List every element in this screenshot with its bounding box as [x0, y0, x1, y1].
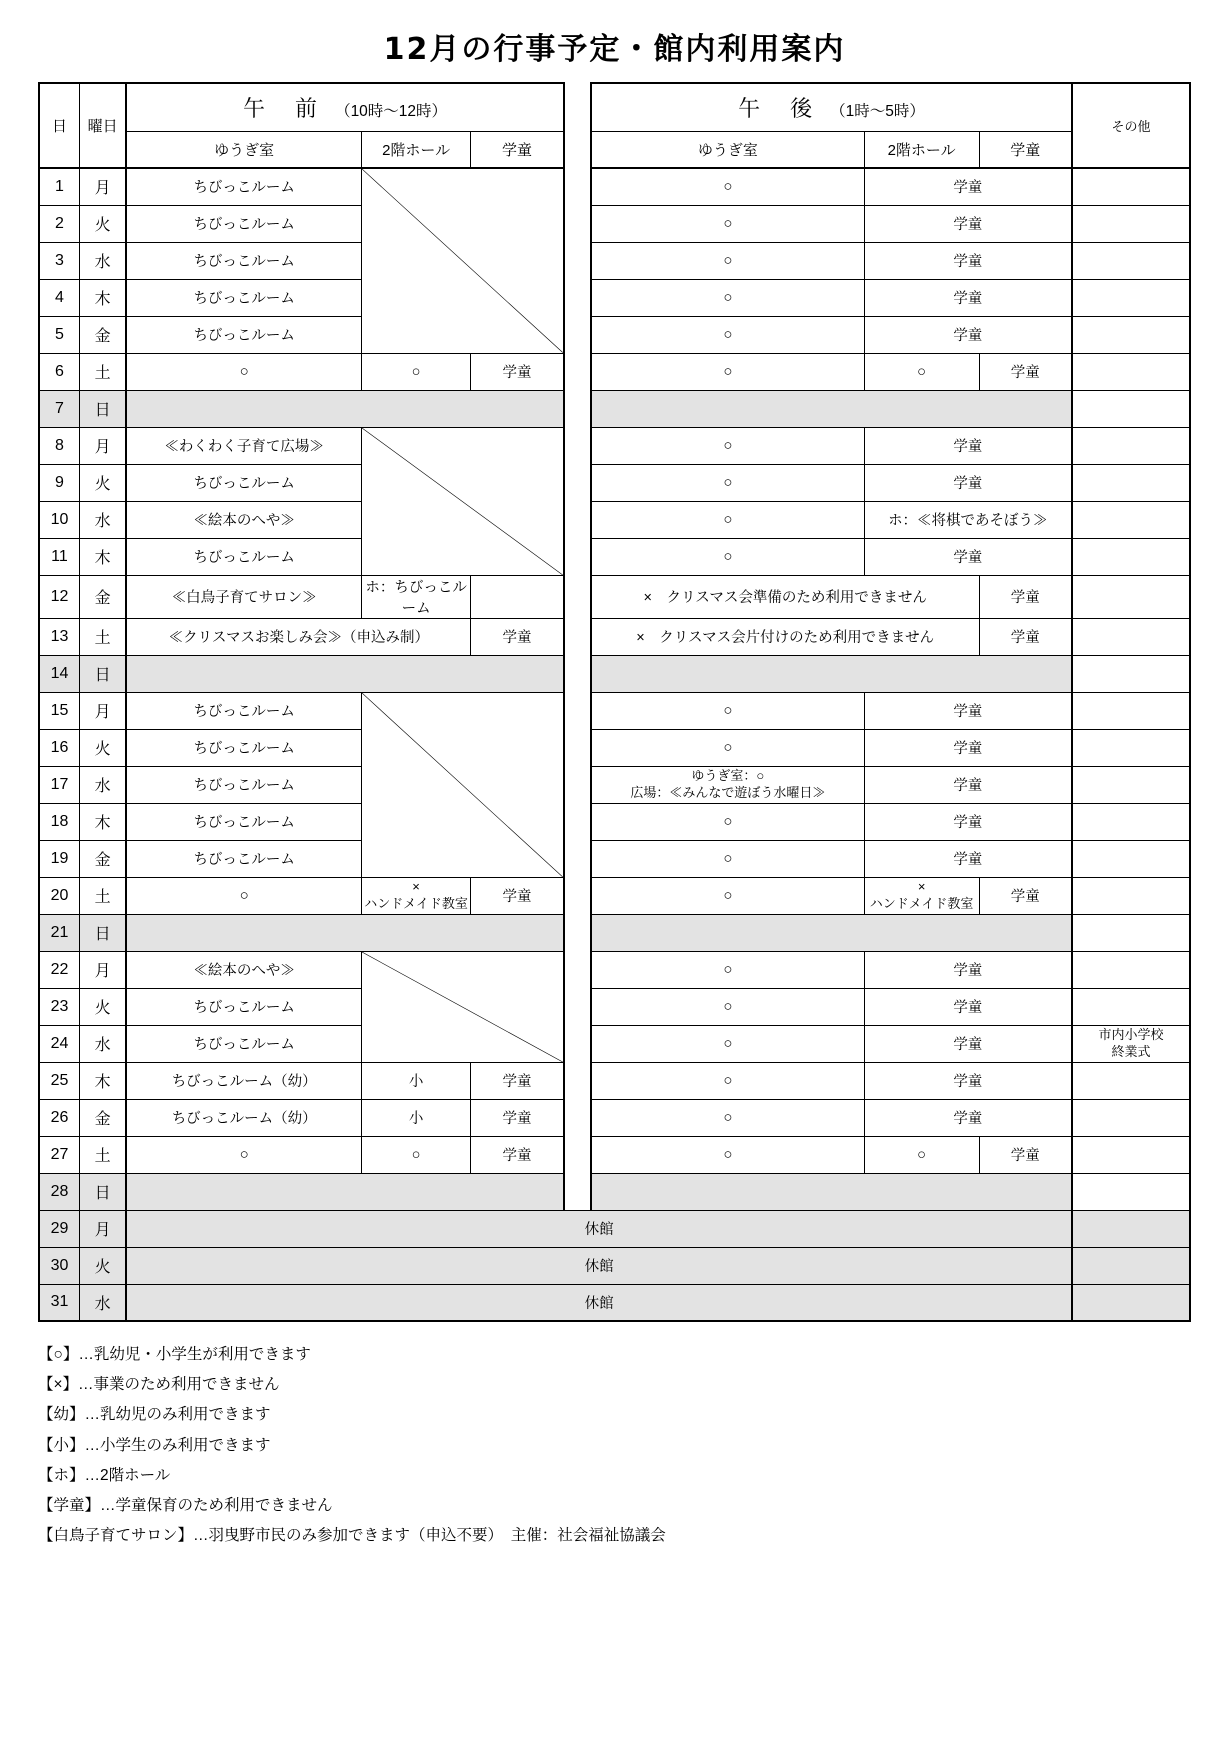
cell-am-closed	[126, 1173, 563, 1210]
cell-other	[1072, 988, 1190, 1025]
schedule-table	[38, 82, 1191, 1322]
cell-other	[1072, 1136, 1190, 1173]
cell-day: 22	[39, 951, 79, 988]
cell-am-yugi: ちびっこルーム（幼）	[126, 1099, 361, 1136]
cell-dow: 木	[79, 279, 126, 316]
cell-pm-closed	[591, 1173, 1072, 1210]
cell-other	[1072, 390, 1190, 427]
header-am-hall: 2階ホール	[361, 131, 470, 168]
cell-pm-gakudo: 学童	[979, 1136, 1072, 1173]
cell-am-gakudo: 学童	[471, 1099, 564, 1136]
cell-day: 29	[39, 1210, 79, 1247]
cell-other	[1072, 279, 1190, 316]
cell-pm-closed	[591, 390, 1072, 427]
cell-am-yugi: ちびっこルーム	[126, 464, 361, 501]
cell-other	[1072, 205, 1190, 242]
cell-pm-hall: 学童	[864, 766, 1072, 803]
column-gap	[564, 692, 591, 729]
cell-pm-yugi: ○	[591, 877, 864, 914]
column-gap	[564, 575, 591, 618]
cell-am-yugi: ○	[126, 1136, 361, 1173]
cell-other: 市内小学校 終業式	[1072, 1025, 1190, 1062]
cell-other	[1072, 951, 1190, 988]
cell-dow: 木	[79, 1062, 126, 1099]
cell-am-yugi: ≪クリスマスお楽しみ会≫（申込み制）	[126, 618, 470, 655]
cell-pm-hall: 学童	[864, 168, 1072, 205]
cell-dow: 火	[79, 205, 126, 242]
cell-pm-hall: 学童	[864, 464, 1072, 501]
legend-item: 【×】…事業のため利用できません	[38, 1376, 280, 1394]
table-row	[39, 1247, 1190, 1284]
cell-pm-hall: 学童	[864, 279, 1072, 316]
cell-pm-hall: 学童	[864, 951, 1072, 988]
cell-pm-yugi: ○	[591, 1099, 864, 1136]
cell-dow: 土	[79, 877, 126, 914]
cell-am-yugi: ちびっこルーム	[126, 988, 361, 1025]
cell-other	[1072, 1173, 1190, 1210]
cell-day: 21	[39, 914, 79, 951]
cell-day: 31	[39, 1284, 79, 1321]
cell-other	[1072, 1210, 1190, 1247]
cell-pm-hall: × ハンドメイド教室	[864, 877, 979, 914]
cell-pm-hall: 学童	[864, 692, 1072, 729]
cell-pm-yugi: ○	[591, 279, 864, 316]
cell-day: 9	[39, 464, 79, 501]
cell-day: 26	[39, 1099, 79, 1136]
header-pm-yugi: ゆうぎ室	[591, 131, 864, 168]
cell-am-yugi: ○	[126, 877, 361, 914]
cell-day: 14	[39, 655, 79, 692]
cell-dow: 金	[79, 1099, 126, 1136]
cell-other	[1072, 803, 1190, 840]
table-row	[39, 951, 1190, 988]
header-am-gakudo: 学童	[471, 131, 564, 168]
cell-other	[1072, 840, 1190, 877]
cell-am-yugi: ≪わくわく子育て広場≫	[126, 427, 361, 464]
legend-item: 【ホ】…2階ホール	[38, 1466, 171, 1484]
header-pm-gakudo: 学童	[979, 131, 1072, 168]
cell-pm-hall: 学童	[864, 427, 1072, 464]
cell-pm-yugi: ○	[591, 538, 864, 575]
cell-am-yugi: ちびっこルーム	[126, 279, 361, 316]
cell-dow: 土	[79, 1136, 126, 1173]
cell-closed: 休館	[126, 1284, 1071, 1321]
column-gap	[564, 501, 591, 538]
cell-am-gakudo: 学童	[471, 1136, 564, 1173]
cell-pm-hall: 学童	[864, 1099, 1072, 1136]
cell-am-hall: × ハンドメイド教室	[361, 877, 470, 914]
table-row	[39, 168, 1190, 205]
cell-pm-hall: 学童	[864, 1062, 1072, 1099]
cell-pm-yugi: ○	[591, 353, 864, 390]
cell-other	[1072, 655, 1190, 692]
cell-day: 20	[39, 877, 79, 914]
cell-pm-yugi: ○	[591, 1062, 864, 1099]
cell-pm-yugi: ゆうぎ室：○ 広場：≪みんなで遊ぼう水曜日≫	[591, 766, 864, 803]
cell-day: 17	[39, 766, 79, 803]
cell-pm-yugi: ○	[591, 692, 864, 729]
table-header	[39, 83, 1190, 168]
table-row	[39, 353, 1190, 390]
column-gap	[564, 279, 591, 316]
table-row	[39, 427, 1190, 464]
cell-am-hall: ○	[361, 353, 470, 390]
table-row	[39, 877, 1190, 914]
cell-pm-hall: 学童	[864, 840, 1072, 877]
column-gap	[564, 316, 591, 353]
cell-dow: 金	[79, 840, 126, 877]
column-gap	[564, 729, 591, 766]
cell-am-yugi: ちびっこルーム（幼）	[126, 1062, 361, 1099]
cell-other	[1072, 618, 1190, 655]
header-day: 日	[39, 83, 79, 168]
cell-dow: 金	[79, 575, 126, 618]
cell-day: 16	[39, 729, 79, 766]
cell-other	[1072, 242, 1190, 279]
cell-other	[1072, 501, 1190, 538]
column-gap	[564, 464, 591, 501]
cell-dow: 土	[79, 618, 126, 655]
cell-pm-hall: 学童	[864, 538, 1072, 575]
cell-pm-hall: 学童	[864, 988, 1072, 1025]
cell-pm-yugi: × クリスマス会準備のため利用できません	[591, 575, 979, 618]
cell-am-yugi: ちびっこルーム	[126, 692, 361, 729]
cell-am-yugi: ちびっこルーム	[126, 205, 361, 242]
cell-day: 4	[39, 279, 79, 316]
cell-other	[1072, 692, 1190, 729]
table-row	[39, 316, 1190, 353]
table-row	[39, 575, 1190, 618]
cell-day: 1	[39, 168, 79, 205]
column-gap	[564, 803, 591, 840]
cell-am-gakudo	[471, 575, 564, 618]
cell-dow: 日	[79, 655, 126, 692]
cell-day: 5	[39, 316, 79, 353]
legend-list	[0, 1322, 1229, 1552]
cell-day: 23	[39, 988, 79, 1025]
cell-am-yugi: ちびっこルーム	[126, 729, 361, 766]
column-gap	[564, 1099, 591, 1136]
table-row	[39, 501, 1190, 538]
cell-pm-closed	[591, 914, 1072, 951]
cell-dow: 月	[79, 951, 126, 988]
column-gap	[564, 390, 591, 427]
cell-other	[1072, 1062, 1190, 1099]
cell-day: 24	[39, 1025, 79, 1062]
cell-pm-yugi: ○	[591, 205, 864, 242]
cell-am-yugi: ちびっこルーム	[126, 242, 361, 279]
cell-dow: 日	[79, 390, 126, 427]
table-row	[39, 655, 1190, 692]
cell-day: 12	[39, 575, 79, 618]
header-am-yugi: ゆうぎ室	[126, 131, 361, 168]
legend-item: 【○】…乳幼児・小学生が利用できます	[38, 1346, 311, 1363]
cell-pm-hall: 学童	[864, 205, 1072, 242]
column-gap	[564, 1025, 591, 1062]
header-afternoon	[591, 83, 1072, 131]
cell-am-unavailable-diagonal	[361, 692, 563, 877]
cell-am-gakudo: 学童	[471, 877, 564, 914]
cell-other	[1072, 464, 1190, 501]
schedule-table-wrap	[0, 82, 1229, 1322]
header-morning	[126, 83, 563, 131]
cell-dow: 水	[79, 242, 126, 279]
cell-dow: 土	[79, 353, 126, 390]
cell-dow: 月	[79, 168, 126, 205]
cell-am-unavailable-diagonal	[361, 168, 563, 353]
column-gap	[564, 168, 591, 205]
table-row	[39, 840, 1190, 877]
table-row	[39, 988, 1190, 1025]
table-row	[39, 538, 1190, 575]
cell-pm-yugi: ○	[591, 316, 864, 353]
cell-other	[1072, 1284, 1190, 1321]
cell-am-closed	[126, 390, 563, 427]
table-row	[39, 1210, 1190, 1247]
cell-dow: 水	[79, 766, 126, 803]
cell-am-yugi: ≪絵本のへや≫	[126, 501, 361, 538]
cell-other	[1072, 353, 1190, 390]
cell-day: 3	[39, 242, 79, 279]
cell-am-unavailable-diagonal	[361, 951, 563, 1062]
cell-pm-yugi: ○	[591, 840, 864, 877]
cell-am-yugi: ちびっこルーム	[126, 803, 361, 840]
cell-pm-gakudo: 学童	[979, 877, 1072, 914]
cell-pm-yugi: ○	[591, 1025, 864, 1062]
cell-am-unavailable-diagonal	[361, 427, 563, 575]
cell-other	[1072, 538, 1190, 575]
cell-am-hall: 小	[361, 1062, 470, 1099]
cell-other	[1072, 766, 1190, 803]
cell-dow: 木	[79, 803, 126, 840]
cell-dow: 火	[79, 988, 126, 1025]
cell-am-yugi: ちびっこルーム	[126, 168, 361, 205]
cell-pm-yugi: ○	[591, 729, 864, 766]
cell-dow: 火	[79, 1247, 126, 1284]
cell-am-yugi: ちびっこルーム	[126, 1025, 361, 1062]
column-gap	[564, 1062, 591, 1099]
cell-pm-yugi: ○	[591, 501, 864, 538]
cell-pm-yugi: ○	[591, 242, 864, 279]
legend-item: 【学童】…学童保育のため利用できません	[38, 1497, 333, 1515]
column-gap	[564, 242, 591, 279]
table-body	[39, 168, 1190, 1321]
column-gap	[564, 538, 591, 575]
cell-am-hall: ○	[361, 1136, 470, 1173]
cell-pm-hall: ○	[864, 1136, 979, 1173]
table-row	[39, 618, 1190, 655]
table-row	[39, 803, 1190, 840]
table-row	[39, 692, 1190, 729]
column-gap	[564, 988, 591, 1025]
cell-closed: 休館	[126, 1247, 1071, 1284]
table-row	[39, 464, 1190, 501]
cell-day: 10	[39, 501, 79, 538]
cell-pm-yugi: ○	[591, 988, 864, 1025]
cell-am-yugi: ちびっこルーム	[126, 538, 361, 575]
cell-day: 18	[39, 803, 79, 840]
cell-am-gakudo: 学童	[471, 1062, 564, 1099]
table-row	[39, 1136, 1190, 1173]
cell-am-yugi: ちびっこルーム	[126, 766, 361, 803]
cell-pm-hall: 学童	[864, 803, 1072, 840]
cell-am-hall: 小	[361, 1099, 470, 1136]
cell-pm-hall: 学童	[864, 1025, 1072, 1062]
cell-dow: 月	[79, 427, 126, 464]
cell-day: 8	[39, 427, 79, 464]
column-gap	[564, 914, 591, 951]
legend-item: 【白鳥子育てサロン】…羽曳野市民のみ参加できます（申込不要） 主催：社会福祉協議会	[38, 1527, 666, 1545]
cell-pm-yugi: ○	[591, 803, 864, 840]
column-gap	[564, 353, 591, 390]
cell-day: 30	[39, 1247, 79, 1284]
cell-am-yugi: ≪白鳥子育てサロン≫	[126, 575, 361, 618]
cell-am-gakudo: 学童	[471, 353, 564, 390]
cell-other	[1072, 427, 1190, 464]
column-gap	[564, 427, 591, 464]
cell-other	[1072, 877, 1190, 914]
cell-am-gakudo: 学童	[471, 618, 564, 655]
header-afternoon-label: 午 後	[738, 96, 817, 122]
legend-item: 【小】…小学生のみ利用できます	[38, 1436, 271, 1454]
table-row	[39, 766, 1190, 803]
cell-dow: 水	[79, 1284, 126, 1321]
table-row	[39, 1173, 1190, 1210]
legend-item: 【幼】…乳幼児のみ利用できます	[38, 1406, 271, 1424]
table-row	[39, 1099, 1190, 1136]
cell-other	[1072, 914, 1190, 951]
cell-am-hall: ホ：ちびっこルーム	[361, 575, 470, 618]
cell-dow: 金	[79, 316, 126, 353]
table-row	[39, 1025, 1190, 1062]
cell-pm-gakudo: 学童	[979, 353, 1072, 390]
cell-pm-yugi: ○	[591, 1136, 864, 1173]
cell-pm-hall: 学童	[864, 242, 1072, 279]
cell-other	[1072, 168, 1190, 205]
table-row	[39, 1284, 1190, 1321]
cell-day: 13	[39, 618, 79, 655]
cell-pm-yugi: ○	[591, 951, 864, 988]
cell-dow: 火	[79, 464, 126, 501]
cell-am-yugi: ちびっこルーム	[126, 840, 361, 877]
header-morning-time: （10時～12時）	[335, 102, 448, 120]
column-gap	[564, 1173, 591, 1210]
cell-other	[1072, 1247, 1190, 1284]
cell-pm-hall: 学童	[864, 729, 1072, 766]
cell-pm-closed	[591, 655, 1072, 692]
cell-day: 27	[39, 1136, 79, 1173]
cell-closed: 休館	[126, 1210, 1071, 1247]
cell-am-closed	[126, 655, 563, 692]
column-gap	[564, 877, 591, 914]
column-gap	[564, 83, 591, 168]
cell-day: 6	[39, 353, 79, 390]
cell-dow: 火	[79, 729, 126, 766]
header-dow: 曜日	[79, 83, 126, 168]
column-gap	[564, 840, 591, 877]
cell-pm-gakudo: 学童	[979, 618, 1072, 655]
column-gap	[564, 766, 591, 803]
cell-dow: 水	[79, 501, 126, 538]
cell-other	[1072, 316, 1190, 353]
column-gap	[564, 618, 591, 655]
cell-am-yugi: ○	[126, 353, 361, 390]
cell-dow: 月	[79, 1210, 126, 1247]
cell-dow: 木	[79, 538, 126, 575]
cell-pm-hall: ○	[864, 353, 979, 390]
cell-dow: 水	[79, 1025, 126, 1062]
header-morning-label: 午 前	[243, 96, 322, 122]
column-gap	[564, 205, 591, 242]
table-row	[39, 914, 1190, 951]
cell-other	[1072, 1099, 1190, 1136]
cell-pm-yugi: ○	[591, 168, 864, 205]
cell-am-yugi: ≪絵本のへや≫	[126, 951, 361, 988]
table-row	[39, 390, 1190, 427]
cell-other	[1072, 729, 1190, 766]
cell-day: 11	[39, 538, 79, 575]
cell-pm-yugi: ○	[591, 464, 864, 501]
header-afternoon-time: （1時～5時）	[830, 102, 925, 120]
cell-dow: 月	[79, 692, 126, 729]
column-gap	[564, 655, 591, 692]
header-pm-hall: 2階ホール	[864, 131, 979, 168]
column-gap	[564, 951, 591, 988]
table-row	[39, 279, 1190, 316]
table-row	[39, 729, 1190, 766]
cell-dow: 日	[79, 914, 126, 951]
cell-am-closed	[126, 914, 563, 951]
table-row	[39, 1062, 1190, 1099]
cell-dow: 日	[79, 1173, 126, 1210]
cell-day: 25	[39, 1062, 79, 1099]
table-row	[39, 242, 1190, 279]
cell-pm-yugi: × クリスマス会片付けのため利用できません	[591, 618, 979, 655]
cell-pm-yugi: ○	[591, 427, 864, 464]
cell-am-yugi: ちびっこルーム	[126, 316, 361, 353]
cell-pm-hall: ホ：≪将棋であそぼう≫	[864, 501, 1072, 538]
cell-pm-hall: 学童	[864, 316, 1072, 353]
cell-pm-gakudo: 学童	[979, 575, 1072, 618]
header-other: その他	[1072, 83, 1190, 168]
cell-other	[1072, 575, 1190, 618]
cell-day: 7	[39, 390, 79, 427]
page-title: 12月の行事予定・館内利用案内	[383, 32, 846, 67]
cell-day: 28	[39, 1173, 79, 1210]
table-row	[39, 205, 1190, 242]
cell-day: 2	[39, 205, 79, 242]
column-gap	[564, 1136, 591, 1173]
cell-day: 19	[39, 840, 79, 877]
cell-day: 15	[39, 692, 79, 729]
